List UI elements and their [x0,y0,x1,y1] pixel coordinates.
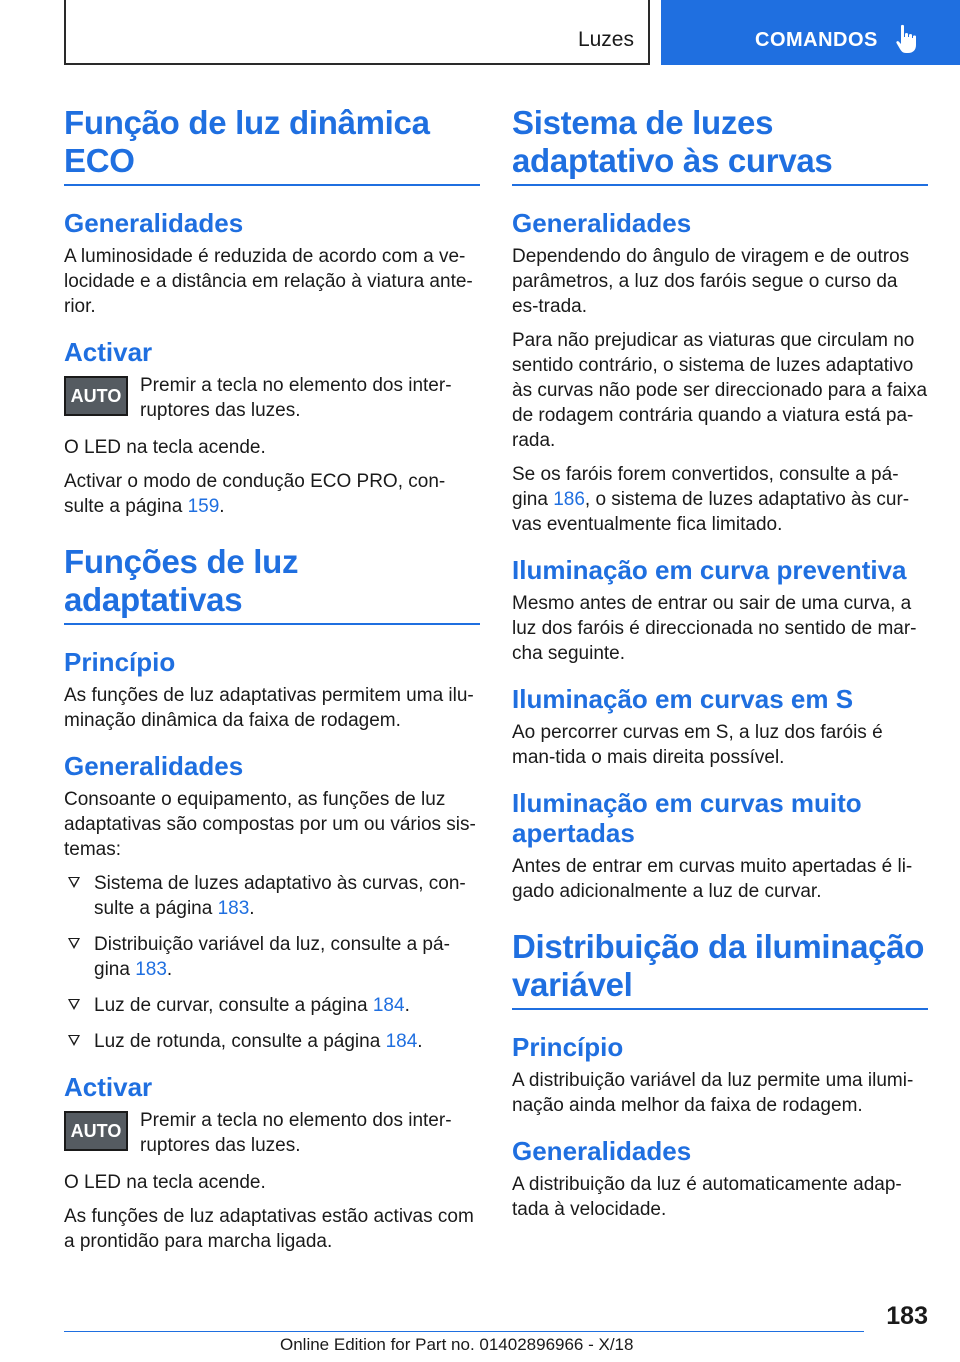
header-section-box [64,0,650,65]
curves-generalidades-text-1: Dependendo do ângulo de viragem e de outros parâmetros, a luz dos faróis segue o curso da es-trada. [512,246,910,317]
adaptive-active-text: As funções de luz adaptativas estão activas com a prontidão para marcha ligada. [64,1206,474,1252]
eco-title-line2: ECO [64,142,135,179]
s-curve-text: Ao percorrer curvas em S, a luz dos faróis é man-tida o mais direita possível. [512,722,883,768]
list-item: Luz de curvar, consulte a página 184. [64,993,480,1018]
right-column [512,104,928,1231]
tight-curve-heading: Iluminação em curvas muito apertadas [512,788,862,848]
page-link-183[interactable]: 183 [217,898,250,919]
curves-title-line2: adaptativo às curvas [512,142,833,179]
variable-principio-text: A distribuição variável da luz permite uma ilumi-nação ainda melhor da faixa de rodagem. [512,1070,914,1116]
adaptive-principio-text: As funções de luz adaptativas permitem uma ilu-minação dinâmica da faixa de rodagem. [64,685,474,731]
list-item: Sistema de luzes adaptativo às curvas, con-sulte a página 183. [64,871,480,921]
s-curve-heading: Iluminação em curvas em S [512,684,854,714]
curves-title-line1: Sistema de luzes [512,104,774,141]
page-link-184[interactable]: 184 [372,995,405,1016]
eco-activar-heading: Activar [64,337,153,367]
adaptive-section-title [64,543,480,625]
triangle-bullet-icon [68,938,80,949]
preventive-curve-text: Mesmo antes de entrar ou sair de uma curva, a luz dos faróis é direccionada no sentido de mar-cha seguinte. [512,593,917,664]
page-link-183[interactable]: 183 [135,959,167,980]
eco-generalidades-text: A luminosidade é reduzida de acordo com a ve-locidade e a distância em relação à viatura ante-rior. [64,246,473,317]
adaptive-generalidades-text: Consoante o equipamento, as funções de luz adaptativas são compostas por um ou vários sis-temas: [64,789,476,860]
eco-activar-text: Premir a tecla no elemento dos inter-ruptores das luzes. [140,375,452,421]
header-chapter-label: COMANDOS [755,29,878,51]
curves-generalidades-text-3: Se os faróis forem convertidos, consulte a pá-gina 186, o sistema de luzes adaptativo às cur-vas eventualmente fica limitado. [512,464,910,535]
page-link-184[interactable]: 184 [385,1031,418,1052]
eco-pro-text: Activar o modo de condução ECO PRO, con-sulte a página 159. [64,471,446,517]
variable-section-title [512,928,928,1010]
curves-generalidades-heading: Generalidades [512,208,692,238]
adaptive-title: Funções de luz adaptativas [64,543,299,618]
list-item: Luz de rotunda, consulte a página 184. [64,1029,480,1054]
eco-section-title [64,104,480,186]
header-section-title: Luzes [577,28,634,51]
triangle-bullet-icon [68,999,80,1010]
list-item: Distribuição variável da luz, consulte a pá-gina 183. [64,932,480,982]
eco-led-text: O LED na tecla acende. [64,437,266,458]
footer-divider [64,1331,864,1332]
hand-pointer-icon [895,24,921,54]
page-link-186[interactable]: 186 [553,489,585,510]
preventive-curve-heading: Iluminação em curva preventiva [512,555,907,585]
adaptive-principio-heading: Princípio [64,647,176,677]
curves-generalidades-text-2: Para não prejudicar as viaturas que circulam no sentido contrário, o sistema de luzes adaptativo às curvas não pode ser direccionado para a faixa de rodagem contrária quando a viatura está pa-rada. [512,330,928,451]
eco-auto-row [64,373,480,423]
page-number: 183 [886,1302,928,1330]
triangle-bullet-icon [68,877,80,888]
adaptive-generalidades-heading: Generalidades [64,751,244,781]
page-link-159[interactable]: 159 [187,496,220,517]
eco-generalidades-heading: Generalidades [64,208,244,238]
variable-principio-heading: Princípio [512,1032,624,1062]
adaptive-activar-text: Premir a tecla no elemento dos inter-ruptores das luzes. [140,1110,452,1156]
adaptive-auto-row [64,1108,480,1158]
footer-edition-text: Online Edition for Part no. 01402896966 - X/18 [280,1335,634,1354]
curves-section-title [512,104,928,186]
variable-title-line1: Distribuição da iluminação [512,928,925,965]
variable-title-line2: variável [512,966,633,1003]
left-column [64,104,480,1263]
eco-title-line1: Função de luz dinâmica [64,104,430,141]
variable-generalidades-heading: Generalidades [512,1136,692,1166]
adaptive-activar-heading: Activar [64,1072,153,1102]
triangle-bullet-icon [68,1035,80,1046]
adaptive-systems-list [64,871,480,1054]
variable-generalidades-text: A distribuição da luz é automaticamente adap-tada à velocidade. [512,1174,902,1220]
adaptive-led-text: O LED na tecla acende. [64,1172,266,1193]
auto-button-icon: AUTO [64,376,128,416]
header-chapter-tab [661,0,960,65]
tight-curve-text: Antes de entrar em curvas muito apertadas é li-gado adicionalmente a luz de curvar. [512,856,913,902]
auto-button-icon: AUTO [64,1111,128,1151]
